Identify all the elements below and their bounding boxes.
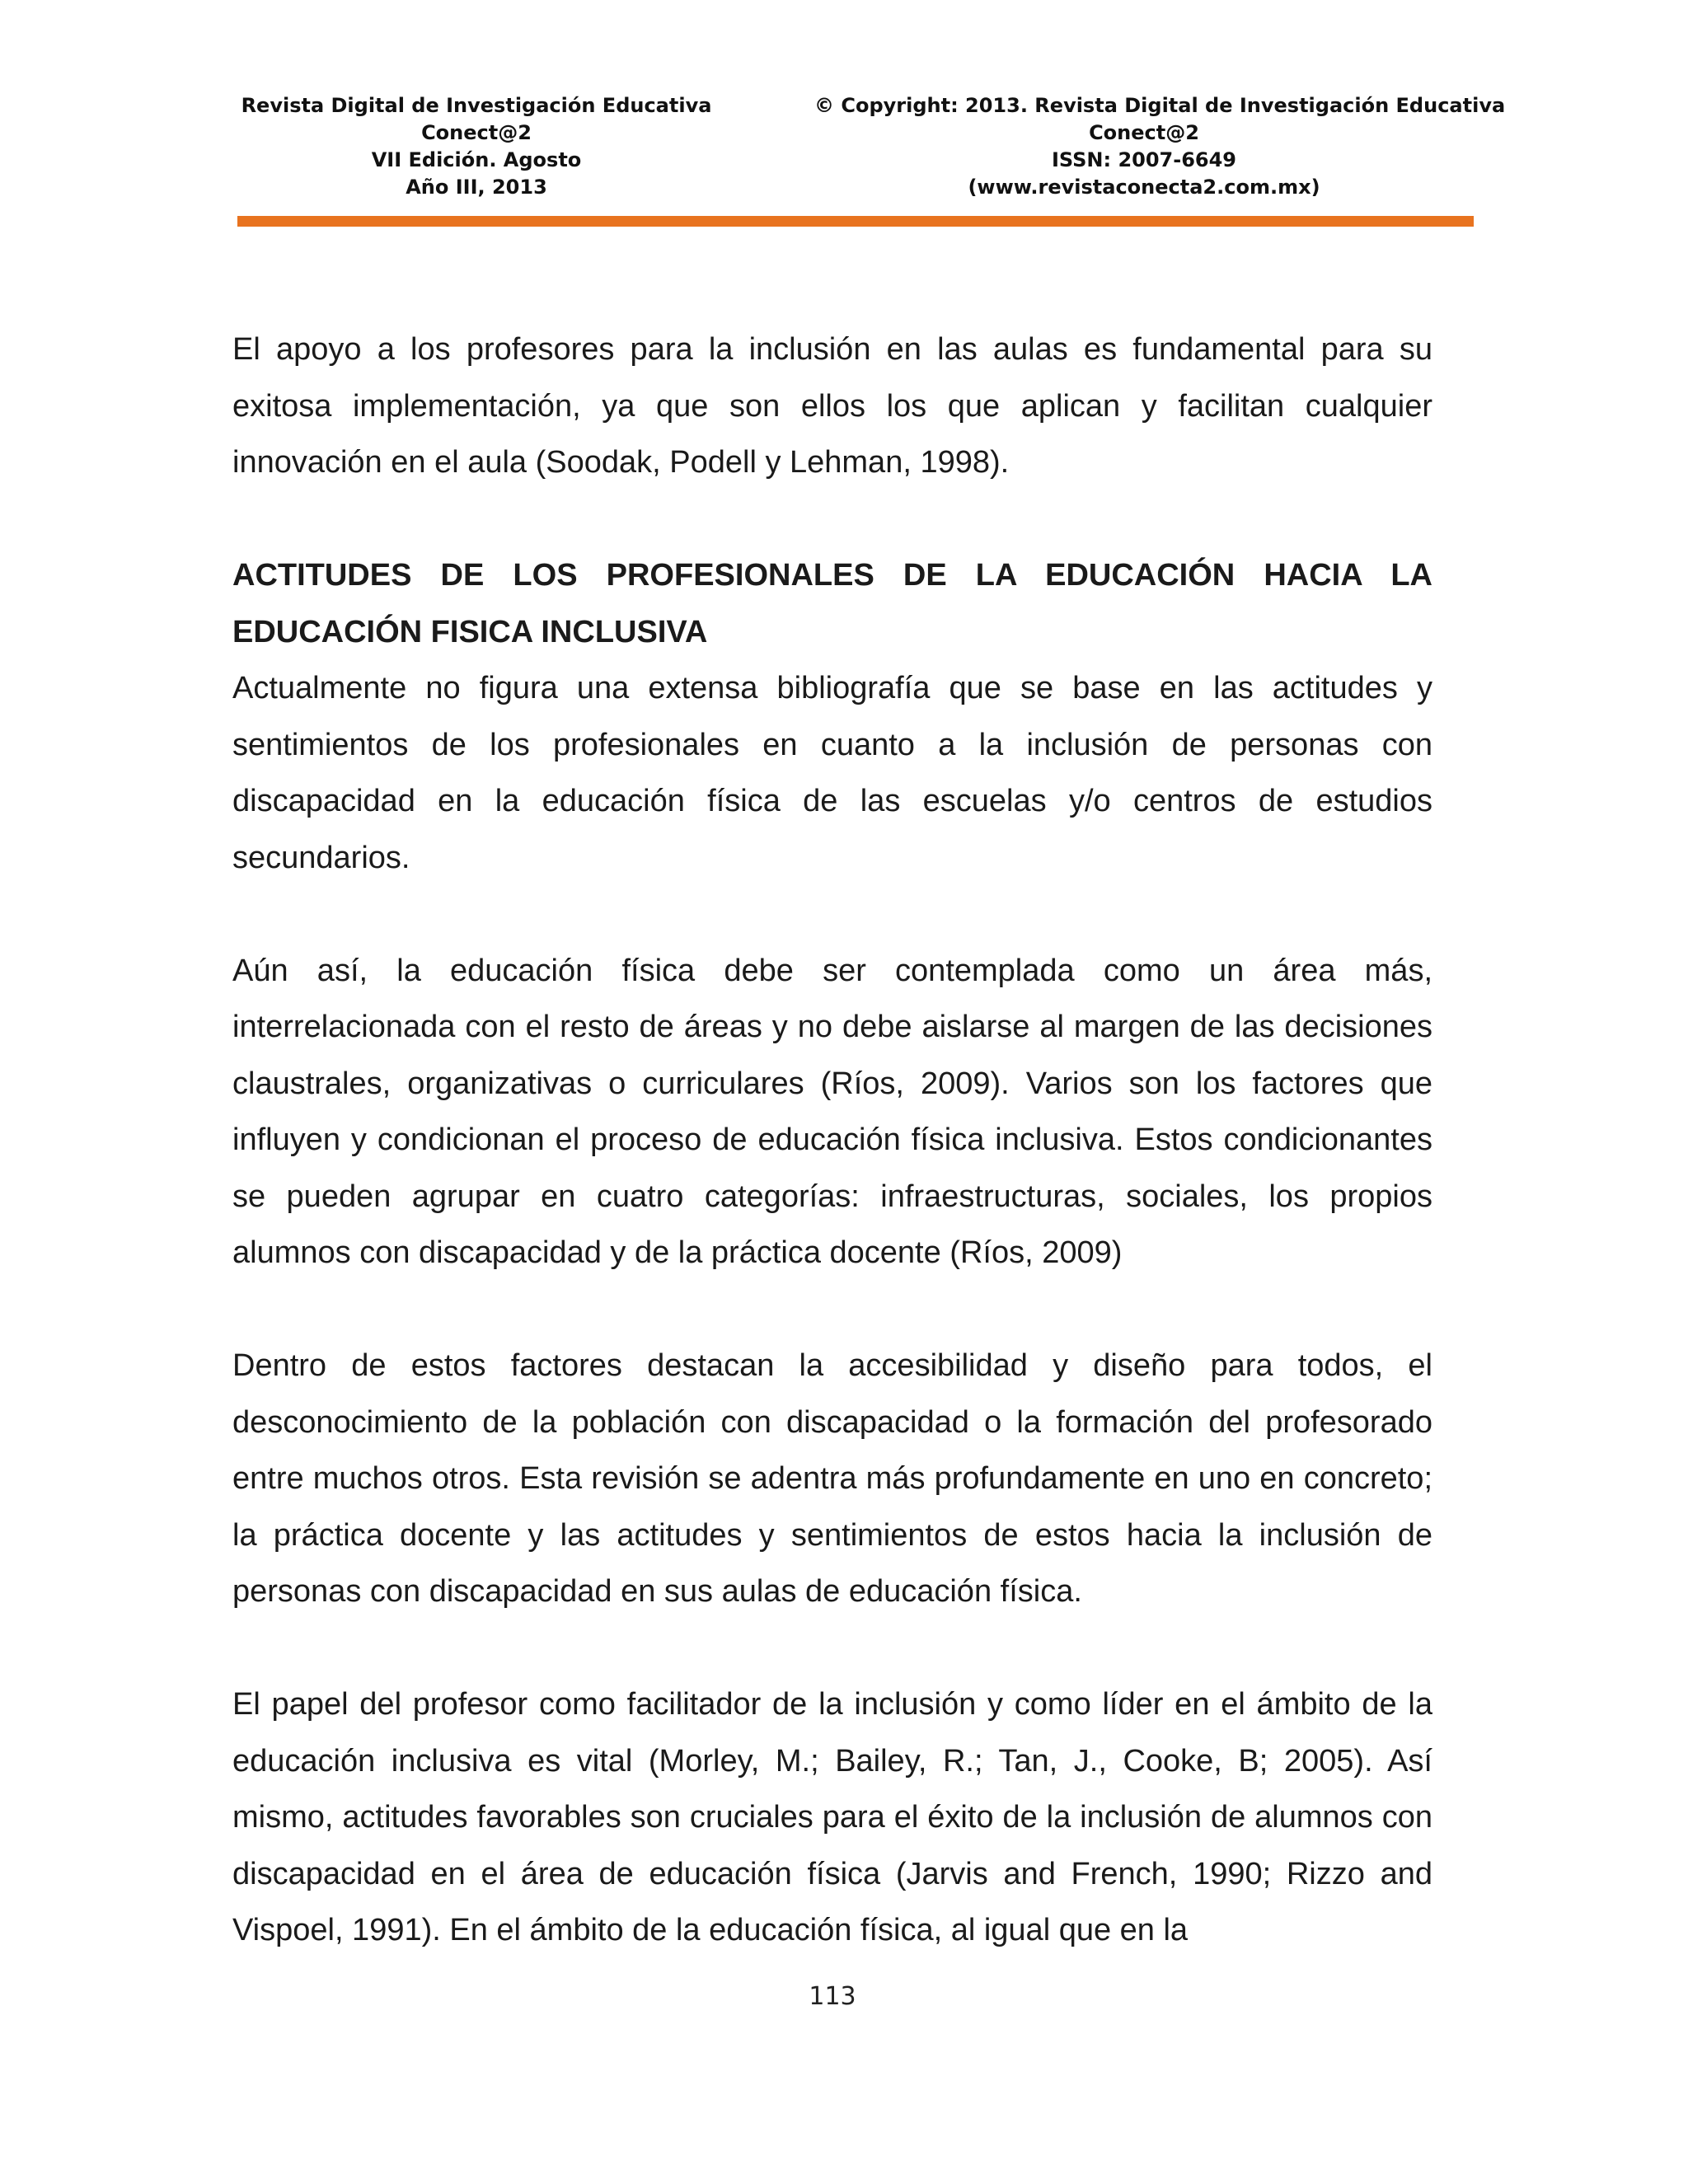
journal-title: Revista Digital de Investigación Educativa [241,94,712,117]
copyright-info [814,92,1506,201]
paragraph-5: El papel del profesor como facilitador de la inclusión y como líder en el ámbito de la educación inclusiva es vital (Morley, M.; Bailey, R.; Tan, J., Cooke, B; 2005). Así mismo, actitudes favorables son cruciales para el éxito de la inclusión de alumnos con discapacidad en el área de educación física (Jarvis and French, 1990; Rizzo and Vispoel, 1991). En el ámbito de la educación física, al igual que en la [232,1687,1432,1947]
year-label: Año III, 2013 [406,176,547,199]
copyright-line: © Copyright: 2013. Revista Digital de Investigación Educativa [814,94,1506,117]
issn-label: ISSN: 2007-6649 [1051,148,1236,171]
copyright-journal-name: Conect@2 [1089,121,1199,144]
paragraph-2: Actualmente no figura una extensa bibliografía que se base en las actitudes y sentimientos de los profesionales en cuanto a la inclusión de personas con discapacidad en la educación física de las escuelas y/o centros de estudios secundarios. [232,671,1432,875]
website-label: (www.revistaconecta2.com.mx) [968,176,1320,199]
edition-label: VII Edición. Agosto [371,148,582,171]
journal-info [237,92,715,201]
section-heading: ACTITUDES DE LOS PROFESIONALES DE LA EDUCACIÓN HACIA LA EDUCACIÓN FISICA INCLUSIVA [232,558,1432,649]
page-number: 113 [809,1982,856,2011]
header-divider [237,216,1474,227]
paragraph-4: Dentro de estos factores destacan la accesibilidad y diseño para todos, el desconocimiento de la población con discapacidad o la formación del profesorado entre muchos otros. Esta revisión se adentra más profundamente en uno en concreto; la práctica docente y las actitudes y sentimientos de estos hacia la inclusión de personas con discapacidad en sus aulas de educación física. [232,1348,1432,1609]
page-header [237,92,1506,216]
paragraph-3: Aún así, la educación física debe ser contemplada como un área más, interrelacionada con el resto de áreas y no debe aislarse al margen de las decisiones claustrales, organizativas o curriculares (Ríos, 2009). Varios son los factores que influyen y condicionan el proceso de educación física inclusiva. Estos condicionantes se pueden agrupar en cuatro categorías: infraestructuras, sociales, los propios alumnos con discapacidad y de la práctica docente (Ríos, 2009) [232,953,1432,1270]
article-body [232,321,1432,1959]
paragraph-1: El apoyo a los profesores para la inclusión en las aulas es fundamental para su exitosa implementación, ya que son ellos los que aplican y facilitan cualquier innovación en el aula (Soodak, Podell y Lehman, 1998). [232,332,1432,480]
journal-name: Conect@2 [421,121,532,144]
